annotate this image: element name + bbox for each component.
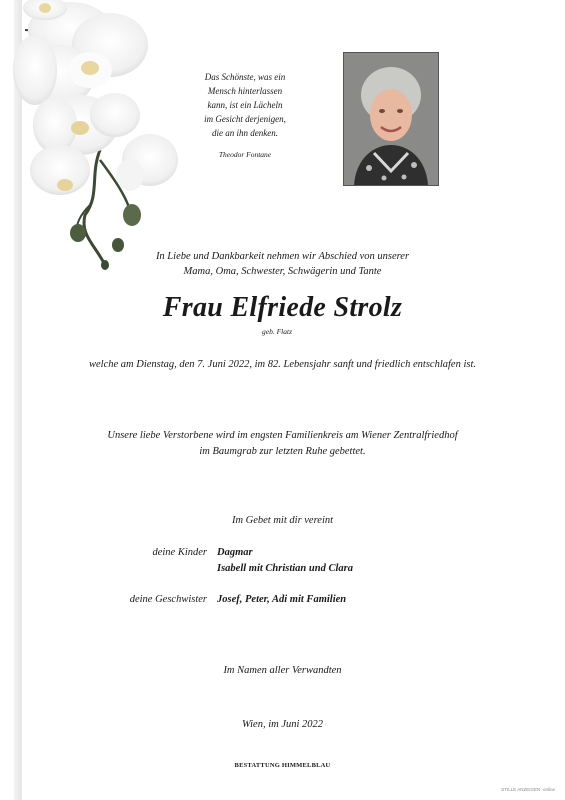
quote-line: kann, ist ein Lächeln [207,100,283,110]
quote-line: die an ihn denken. [212,128,278,138]
quote-line: Das Schönste, was ein [204,72,286,82]
children-label: deine Kinder [152,547,207,558]
child-name: Dagmar [217,547,253,558]
intro-line-2: Mama, Oma, Schwester, Schwägerin und Tante [183,266,382,277]
child-name: Isabell mit Christian und Clara [217,563,353,574]
death-notice: welche am Dienstag, den 7. Juni 2022, im 82. Lebensjahr sanft und friedlich entschlafen ist. [89,359,476,370]
place-date: Wien, im Juni 2022 [241,719,324,730]
burial-info [0,428,565,460]
portrait-image [344,53,438,185]
memorial-quote [160,70,330,162]
burial-line-1: Unsere liebe Verstorbene wird im engsten Familienkreis am Wiener Zentralfriedhof [107,430,458,441]
birth-name: geb. Flatz [262,327,292,336]
quote-line: im Gesicht derjenigen, [204,114,286,124]
portrait-photo [344,53,438,185]
intro-line-1: In Liebe und Dankbarkeit nehmen wir Abschied von unserer [155,251,410,262]
undertaker-name: BESTATTUNG HIMMELBLAU [234,762,331,769]
quote-author: Theodor Fontane [218,150,272,159]
prayer-line: Im Gebet mit dir vereint [231,515,334,526]
children-list [217,545,353,577]
source-credit: STILLE ANZEIGEN ·online [501,787,555,792]
farewell-intro [0,249,565,279]
burial-line-2: im Baumgrab zur letzten Ruhe gebettet. [199,446,366,457]
deceased-name: Frau Elfriede Strolz [162,292,403,323]
relatives-line: Im Namen aller Verwandten [223,665,342,676]
quote-line: Mensch hinterlassen [207,86,283,96]
siblings-list: Josef, Peter, Adi mit Familien [217,594,347,605]
siblings-label: deine Geschwister [129,594,207,605]
